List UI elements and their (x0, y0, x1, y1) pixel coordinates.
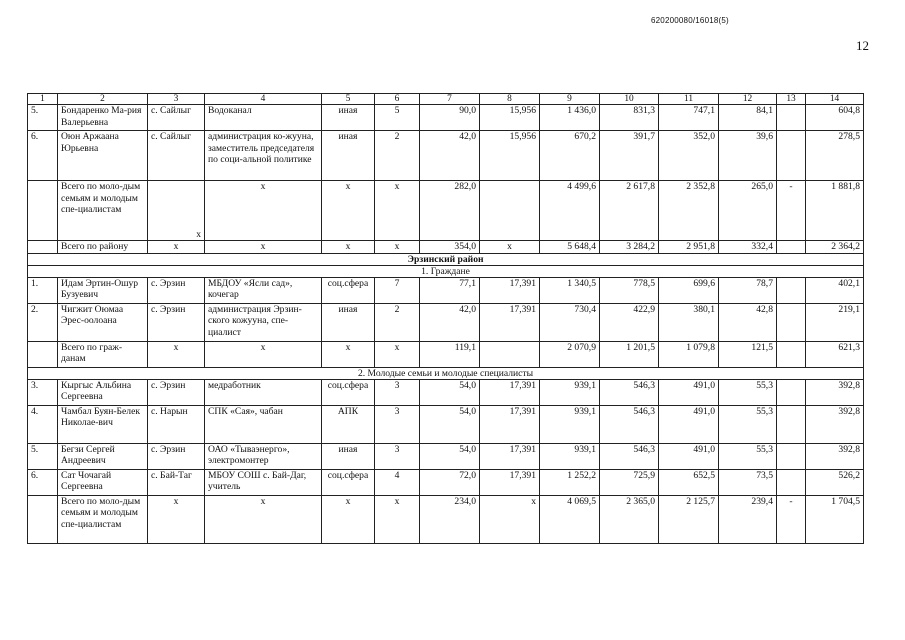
table-cell: 1 252,2 (540, 469, 600, 495)
table-cell: с. Эрзин (148, 277, 205, 303)
table-cell: 54,0 (420, 379, 480, 405)
table-cell: 392,8 (806, 405, 864, 443)
table-cell: 2. (28, 303, 58, 341)
total-row (28, 181, 864, 241)
table-cell: 90,0 (420, 105, 480, 131)
table-cell (480, 181, 540, 241)
table-cell: 546,3 (600, 443, 659, 469)
column-number: 6 (375, 94, 420, 105)
table-cell: 491,0 (659, 379, 719, 405)
table-cell (777, 405, 806, 443)
table-cell: 1 340,5 (540, 277, 600, 303)
table-cell: с. Сайлыг (148, 131, 205, 181)
table-cell: х (148, 181, 205, 241)
table-row (28, 131, 864, 181)
table-cell: х (205, 341, 322, 367)
table-row (28, 405, 864, 443)
table-cell: 4. (28, 405, 58, 443)
table-cell: 332,4 (719, 241, 777, 254)
table-row (28, 469, 864, 495)
table-cell: медработник (205, 379, 322, 405)
table-cell: 15,956 (480, 105, 540, 131)
table-cell (28, 241, 58, 254)
table-cell: 282,0 (420, 181, 480, 241)
column-number: 4 (205, 94, 322, 105)
table-cell (777, 105, 806, 131)
table-cell: 3 (375, 405, 420, 443)
table-cell (28, 341, 58, 367)
table-cell: Бегзи Сергей Андреевич (58, 443, 148, 469)
table-cell: 17,391 (480, 303, 540, 341)
table-cell: 5. (28, 443, 58, 469)
column-number: 13 (777, 94, 806, 105)
table-row (28, 277, 864, 303)
table-cell: с. Эрзин (148, 379, 205, 405)
table-cell: 391,7 (600, 131, 659, 181)
table-cell: х (322, 495, 375, 543)
section-title: 1. Граждане (28, 265, 864, 277)
table-cell: х (480, 495, 540, 543)
table-cell: 546,3 (600, 405, 659, 443)
column-number: 12 (719, 94, 777, 105)
table-cell: 39,6 (719, 131, 777, 181)
table-cell: Чигжит Оюмаа Эрес-оолоана (58, 303, 148, 341)
table-cell: иная (322, 131, 375, 181)
table-cell: 2 352,8 (659, 181, 719, 241)
table-cell: 2 365,0 (600, 495, 659, 543)
table-cell: 121,5 (719, 341, 777, 367)
table-cell: 831,3 (600, 105, 659, 131)
table-cell: 1 201,5 (600, 341, 659, 367)
table-row (28, 105, 864, 131)
table-cell: 4 499,6 (540, 181, 600, 241)
table-cell: 265,0 (719, 181, 777, 241)
table-cell: Всего по моло-дым семьям и молодым спе-циалистам (58, 495, 148, 543)
table-cell: Чамбал Буян-Белек Николае-вич (58, 405, 148, 443)
table-cell (777, 341, 806, 367)
table-cell (777, 469, 806, 495)
column-number: 3 (148, 94, 205, 105)
table-row (28, 443, 864, 469)
table-cell: 219,1 (806, 303, 864, 341)
table-cell: - (777, 495, 806, 543)
table-cell: х (148, 241, 205, 254)
total-row (28, 341, 864, 367)
table-cell (28, 495, 58, 543)
table-cell: 72,0 (420, 469, 480, 495)
table-cell: иная (322, 105, 375, 131)
table-cell: Оюн Аржаана Юрьевна (58, 131, 148, 181)
table-cell: 5 648,4 (540, 241, 600, 254)
table-cell (777, 303, 806, 341)
table-cell: Водоканал (205, 105, 322, 131)
table-cell: ОАО «Тываэнерго», электромонтер (205, 443, 322, 469)
table-cell: 73,5 (719, 469, 777, 495)
table-cell: х (148, 495, 205, 543)
column-number: 8 (480, 94, 540, 105)
table-cell: администрация Эрзин-ского кожууна, спе-циалист (205, 303, 322, 341)
table-cell: 239,4 (719, 495, 777, 543)
table-cell: МБОУ СОШ с. Бай-Даг, учитель (205, 469, 322, 495)
table-cell: 392,8 (806, 443, 864, 469)
table-cell: 621,3 (806, 341, 864, 367)
table-cell: 2 070,9 (540, 341, 600, 367)
table-cell (777, 443, 806, 469)
table-cell: 17,391 (480, 277, 540, 303)
table-row (28, 303, 864, 341)
table-cell: Кыргыс Альбина Сергеевна (58, 379, 148, 405)
table-cell: 5. (28, 105, 58, 131)
table-cell: 55,3 (719, 405, 777, 443)
table-cell: х (205, 181, 322, 241)
table-cell: с. Эрзин (148, 443, 205, 469)
table-cell: 17,391 (480, 379, 540, 405)
table-cell: 2 951,8 (659, 241, 719, 254)
column-number: 2 (58, 94, 148, 105)
table-cell: х (480, 241, 540, 254)
table-cell: 1 704,5 (806, 495, 864, 543)
table-cell: 2 364,2 (806, 241, 864, 254)
table-cell (28, 181, 58, 241)
table-cell: 604,8 (806, 105, 864, 131)
table-cell: х (322, 341, 375, 367)
section-title: 2. Молодые семьи и молодые специалисты (28, 367, 864, 379)
table-cell: Всего по граж-данам (58, 341, 148, 367)
total-row (28, 241, 864, 254)
section-row (28, 253, 864, 265)
table-cell: 6. (28, 131, 58, 181)
table-row (28, 379, 864, 405)
table-cell: 84,1 (719, 105, 777, 131)
table-cell: 1 881,8 (806, 181, 864, 241)
table-cell: 234,0 (420, 495, 480, 543)
table-cell: 2 (375, 131, 420, 181)
table-cell: Всего по району (58, 241, 148, 254)
table-cell: 278,5 (806, 131, 864, 181)
table-cell: 2 (375, 303, 420, 341)
table-cell: с. Сайлыг (148, 105, 205, 131)
table-cell: АПК (322, 405, 375, 443)
table-cell: 42,0 (420, 131, 480, 181)
column-number: 11 (659, 94, 719, 105)
district-title: Эрзинский район (28, 253, 864, 265)
table-cell: х (205, 241, 322, 254)
table-cell: Идам Эртин-Ошур Бузуевич (58, 277, 148, 303)
table-cell: 747,1 (659, 105, 719, 131)
table-cell: соц.сфера (322, 379, 375, 405)
total-row (28, 495, 864, 543)
table-cell: 3 284,2 (600, 241, 659, 254)
table-cell: МБДОУ «Ясли сад», кочегар (205, 277, 322, 303)
table-cell: х (375, 181, 420, 241)
table-cell: 55,3 (719, 379, 777, 405)
table-cell: 17,391 (480, 405, 540, 443)
table-cell: 1 079,8 (659, 341, 719, 367)
table-cell: 3 (375, 379, 420, 405)
table-cell: СПК «Сая», чабан (205, 405, 322, 443)
table-cell: 1. (28, 277, 58, 303)
column-number: 5 (322, 94, 375, 105)
table-cell: х (148, 341, 205, 367)
column-number: 10 (600, 94, 659, 105)
table-cell: Сат Чочагай Сергеевна (58, 469, 148, 495)
table-cell: 77,1 (420, 277, 480, 303)
section-row (28, 367, 864, 379)
table-cell: 422,9 (600, 303, 659, 341)
table-cell: соц.сфера (322, 277, 375, 303)
table-cell: х (375, 341, 420, 367)
table-cell: 1 436,0 (540, 105, 600, 131)
table-cell: х (375, 495, 420, 543)
table-cell: администрация ко-жууна, заместитель председателя по соци-альной политике (205, 131, 322, 181)
table-cell: 778,5 (600, 277, 659, 303)
total-label: Всего по моло-дым семьям и молодым спе-циалистам (58, 181, 148, 241)
page-number: 12 (856, 38, 869, 53)
table-cell: 42,0 (420, 303, 480, 341)
table-cell: 699,6 (659, 277, 719, 303)
table-cell: х (375, 241, 420, 254)
table-cell: 55,3 (719, 443, 777, 469)
table-cell: 6. (28, 469, 58, 495)
table-cell: 4 (375, 469, 420, 495)
table-cell: 54,0 (420, 443, 480, 469)
column-number: 9 (540, 94, 600, 105)
section-row (28, 265, 864, 277)
table-cell: 17,391 (480, 443, 540, 469)
table-cell: 42,8 (719, 303, 777, 341)
table-cell (777, 277, 806, 303)
table-cell: с. Нарын (148, 405, 205, 443)
table-cell: соц.сфера (322, 469, 375, 495)
document-number: 620200080/16018(5) (651, 16, 729, 25)
table-cell: Бондаренко Ма-рия Валерьевна (58, 105, 148, 131)
table-cell: 491,0 (659, 405, 719, 443)
table-cell (480, 341, 540, 367)
table-cell: х (322, 241, 375, 254)
table-cell (777, 241, 806, 254)
table-cell: 526,2 (806, 469, 864, 495)
table-cell: 54,0 (420, 405, 480, 443)
table-cell (777, 379, 806, 405)
table-cell: 2 125,7 (659, 495, 719, 543)
table-cell: 491,0 (659, 443, 719, 469)
table-cell: 3. (28, 379, 58, 405)
data-table (27, 93, 864, 544)
table-cell (777, 131, 806, 181)
table-cell: 402,1 (806, 277, 864, 303)
table-cell: 652,5 (659, 469, 719, 495)
column-number: 1 (28, 94, 58, 105)
table-cell: иная (322, 303, 375, 341)
table-cell: 15,956 (480, 131, 540, 181)
table-cell: х (205, 495, 322, 543)
table-cell: иная (322, 443, 375, 469)
table-cell: 939,1 (540, 405, 600, 443)
table-cell: 392,8 (806, 379, 864, 405)
table-cell: 119,1 (420, 341, 480, 367)
table-cell: 380,1 (659, 303, 719, 341)
column-number: 7 (420, 94, 480, 105)
table-cell: 4 069,5 (540, 495, 600, 543)
table-cell: х (322, 181, 375, 241)
table-cell: 5 (375, 105, 420, 131)
table-cell: 354,0 (420, 241, 480, 254)
table-cell: с. Бай-Таг (148, 469, 205, 495)
table-cell: 546,3 (600, 379, 659, 405)
table-cell: 939,1 (540, 379, 600, 405)
table-cell: 2 617,8 (600, 181, 659, 241)
table-cell: - (777, 181, 806, 241)
table-cell: 670,2 (540, 131, 600, 181)
table-cell: 730,4 (540, 303, 600, 341)
table-cell: 352,0 (659, 131, 719, 181)
table-cell: 17,391 (480, 469, 540, 495)
column-number-row (28, 94, 864, 105)
table-cell: 939,1 (540, 443, 600, 469)
table-cell: 7 (375, 277, 420, 303)
column-number: 14 (806, 94, 864, 105)
table-cell: 3 (375, 443, 420, 469)
table-cell: с. Эрзин (148, 303, 205, 341)
table-cell: 725,9 (600, 469, 659, 495)
table-cell: 78,7 (719, 277, 777, 303)
